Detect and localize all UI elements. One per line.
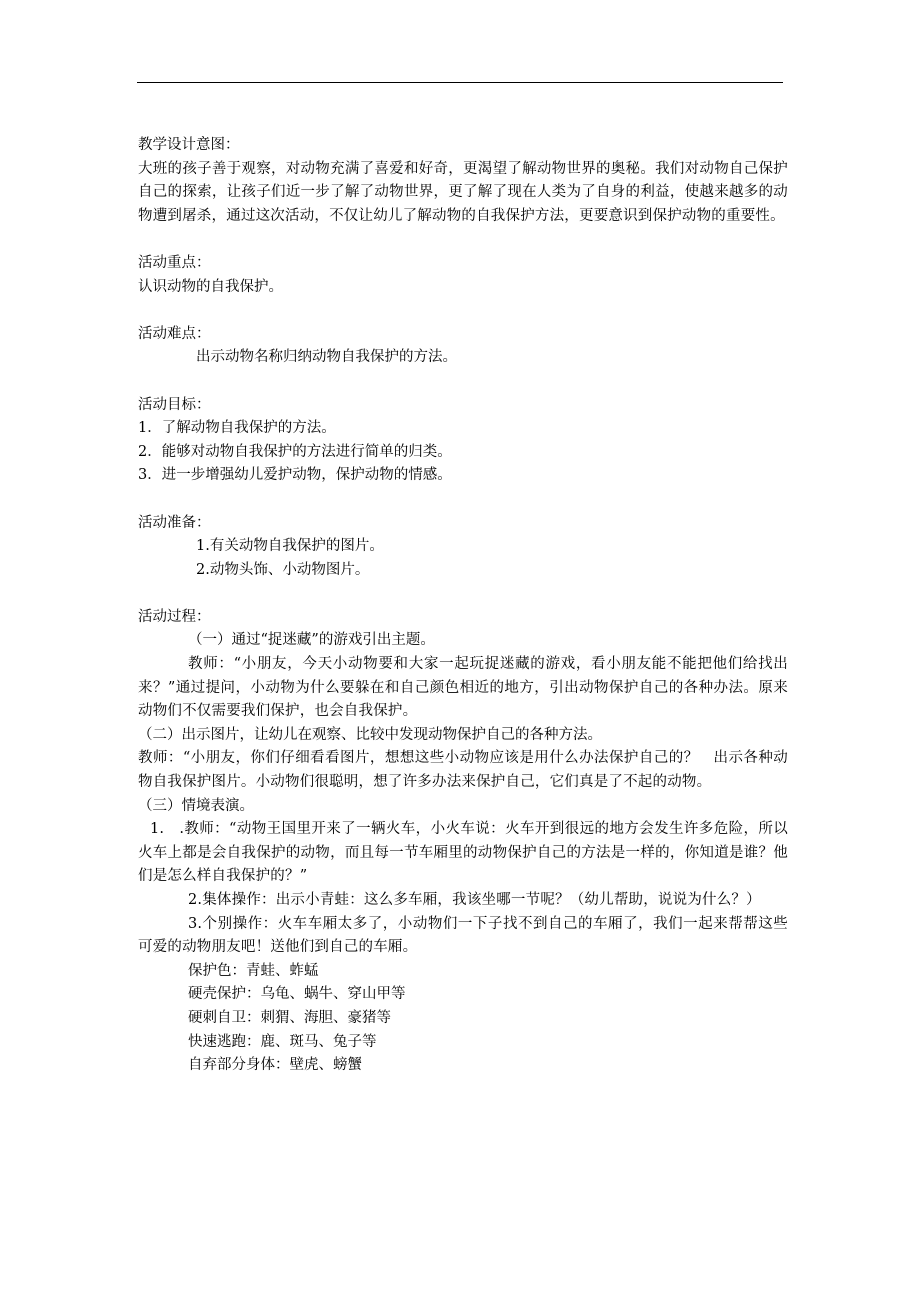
step3-item-2: 2.集体操作：出示小青蛙：这么多车厢，我该坐哪一节呢？（幼儿帮助，说说为什么？）	[188, 892, 761, 908]
category-item: 快速逃跑：鹿、斑马、兔子等	[188, 1033, 377, 1050]
goal-item: 2．能够对动物自我保护的方法进行简单的归类。	[138, 443, 452, 460]
difficulty-heading: 活动难点：	[138, 325, 211, 342]
category-item: 硬壳保护：乌龟、蜗牛、穿山甲等	[188, 986, 406, 1003]
goal-item: 3．进一步增强幼儿爱护动物，保护动物的情感。	[138, 467, 452, 484]
step3-item-3: 3.个别操作：火车车厢太多了，小动物们一下子找不到自己的车厢了，我们一起来帮帮这些可爱的动物朋友吧！送他们到自己的车厢。	[138, 915, 788, 956]
design-intent-body: 大班的孩子善于观察，对动物充满了喜爱和好奇，更渴望了解动物世界的奥秘。我们对动物自己保护自己的探索，让孩子们近一步了解了动物世界，更了解了现在人类为了自身的利益，使越来越多的动物遭到屠杀，通过这次活动，不仅让幼儿了解动物的自我保护方法，更要意识到保护动物的重要性。	[138, 160, 788, 224]
step2-body: 教师：“小朋友，你们仔细看看图片，想想这些小动物应该是用什么办法保护自己的？ 出示各种动物自我保护图片。小动物们很聪明，想了许多办法来保护自己，它们真是了不起的动物。	[138, 750, 788, 791]
key-point-body: 认识动物的自我保护。	[138, 278, 283, 295]
step3-title: （三）情境表演。	[138, 797, 254, 814]
preparation-heading: 活动准备：	[138, 514, 211, 531]
key-point-heading: 活动重点：	[138, 254, 211, 271]
preparation-item: 2.动物头饰、小动物图片。	[196, 561, 370, 578]
category-item: 自弃部分身体：壁虎、螃蟹	[188, 1057, 362, 1074]
goal-item: 1．了解动物自我保护的方法。	[138, 420, 336, 437]
process-heading: 活动过程：	[138, 608, 211, 625]
category-item: 硬刺自卫：刺猬、海胆、豪猪等	[188, 1009, 391, 1026]
difficulty-body: 出示动物名称归纳动物自我保护的方法。	[196, 349, 457, 366]
step1-title: （一）通过“捉迷藏”的游戏引出主题。	[188, 632, 435, 649]
header-rule	[137, 82, 783, 83]
document-body	[138, 134, 788, 1078]
step3-item-1: 1. .教师：“动物王国里开来了一辆火车，小火车说：火车开到很远的地方会发生许多危险，所以火车上都是会自我保护的动物，而且每一节车厢里的动物保护自己的方法是一样的，你知道是谁？他们是怎么样自我保护的？”	[138, 821, 788, 885]
design-intent-heading: 教学设计意图：	[138, 137, 240, 153]
preparation-item: 1.有关动物自我保护的图片。	[196, 538, 384, 555]
step1-body: 教师：“小朋友，今天小动物要和大家一起玩捉迷藏的游戏，看小朋友能不能把他们给找出来？”通过提问，小动物为什么要躲在和自己颜色相近的地方，引出动物保护自己的各种办法。原来动物们不仅需要我们保护，也会自我保护。	[138, 656, 788, 720]
category-item: 保护色：青蛙、蚱蜢	[188, 962, 319, 979]
goals-heading: 活动目标：	[138, 396, 211, 413]
step2-title: （二）出示图片，让幼儿在观察、比较中发现动物保护自己的各种方法。	[138, 726, 602, 743]
